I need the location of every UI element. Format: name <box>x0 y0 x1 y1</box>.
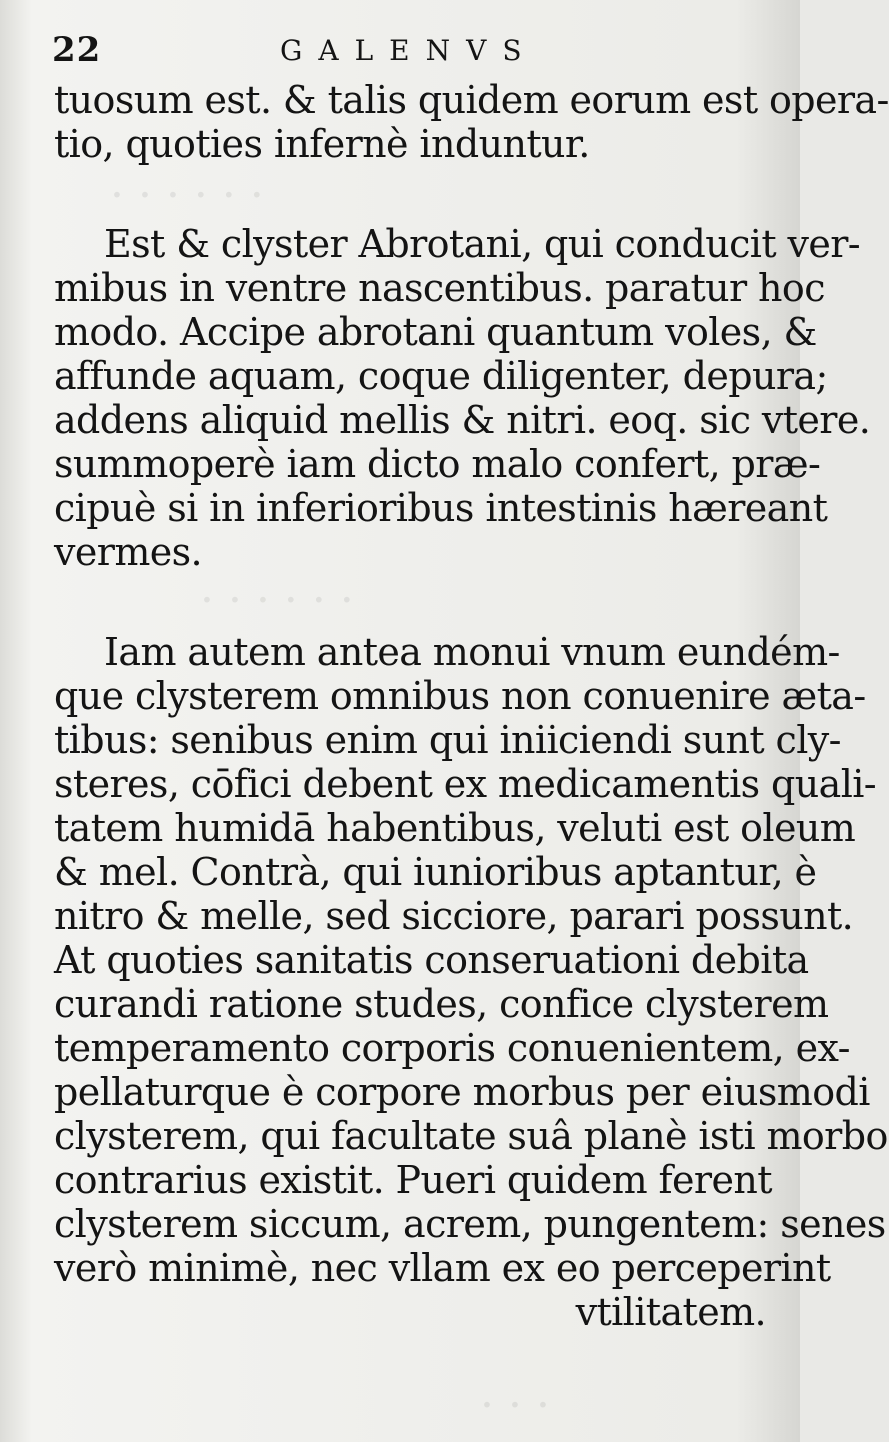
page-header <box>52 28 752 68</box>
text-line: pellaturque è corpore morbus per eiusmodi <box>54 1070 870 1114</box>
text-line: curandi ratione studes, confice clysterem <box>54 982 829 1026</box>
text-line: cipuè si in inferioribus intestinis hæreant <box>54 486 828 530</box>
text-line: vtilitatem. <box>575 1290 766 1334</box>
running-head: GALENVS <box>280 34 538 67</box>
text-line: Iam autem antea monui vnum eundém- <box>104 630 840 674</box>
text-line: clysterem siccum, acrem, pungentem: senes <box>54 1202 886 1246</box>
text-line: verò minimè, nec vllam ex eo perceperint <box>54 1246 831 1290</box>
text-line: que clysterem omnibus non conuenire æta- <box>54 674 866 718</box>
page-number: 22 <box>52 30 102 70</box>
show-through-texture: · · · · · · · · · · · · · · · <box>110 170 550 1431</box>
text-line: tibus: senibus enim qui iniiciendi sunt cly- <box>54 718 841 762</box>
paragraph <box>54 78 889 166</box>
text-line: steres, cōfici debent ex medicamentis quali- <box>54 762 877 806</box>
text-line: vermes. <box>54 530 203 574</box>
text-line: contrarius existit. Pueri quidem ferent <box>54 1158 772 1202</box>
text-line: addens aliquid mellis & nitri. eoq. sic vtere. <box>54 398 871 442</box>
body-text <box>54 78 889 1334</box>
text-line: summoperè iam dicto malo confert, præ- <box>54 442 821 486</box>
text-line: & mel. Contrà, qui iunioribus aptantur, è <box>54 850 817 894</box>
text-line: Est & clyster Abrotani, qui conducit ver- <box>104 222 861 266</box>
text-line: At quoties sanitatis conseruationi debita <box>54 938 809 982</box>
text-line: tatem humidā habentibus, veluti est oleum <box>54 806 856 850</box>
text-line: clysterem, qui facultate suâ planè isti morbo <box>54 1114 888 1158</box>
text-line: nitro & melle, sed sicciore, parari possunt. <box>54 894 854 938</box>
paragraph <box>54 630 888 1334</box>
paragraph <box>54 222 871 574</box>
text-line: tuosum est. & talis quidem eorum est opera- <box>54 78 889 122</box>
text-line: modo. Accipe abrotani quantum voles, & <box>54 310 817 354</box>
text-line: temperamento corporis conuenientem, ex- <box>54 1026 850 1070</box>
text-line: mibus in ventre nascentibus. paratur hoc <box>54 266 825 310</box>
text-line: tio, quoties infernè induntur. <box>54 122 590 166</box>
text-line: affunde aquam, coque diligenter, depura; <box>54 354 828 398</box>
